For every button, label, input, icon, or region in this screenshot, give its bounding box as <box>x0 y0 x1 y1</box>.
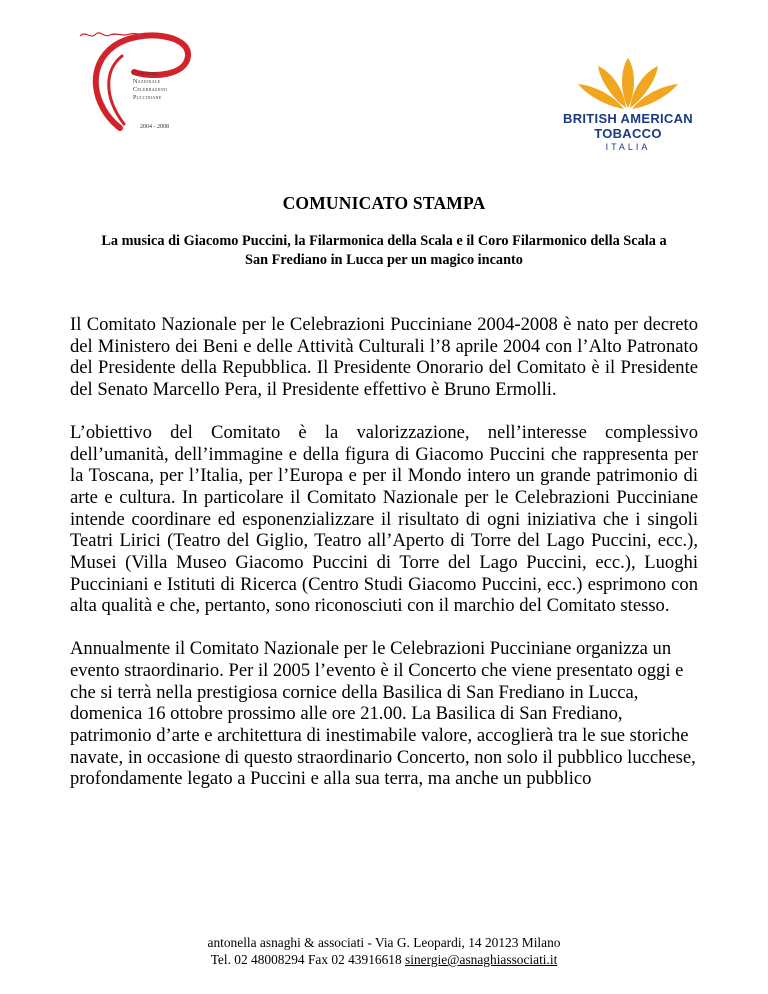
press-release-subtitle: La musica di Giacomo Puccini, la Filarmonica della Scala e il Coro Filarmonico della Scala a San Frediano in Lucca per un magico incanto <box>101 233 667 268</box>
comitato-name: Comitato Nazionale Celebrazioni Pucciniane <box>133 70 168 101</box>
paragraph-3: Annualmente il Comitato Nazionale per le Celebrazioni Pucciniane organizza un evento straordinario. Per il 2005 l’evento è il Concerto che viene presentato oggi e che si terrà nella prestigiosa cornice della Basilica di San Frediano in Lucca, domenica 16 ottobre prossimo alle ore 21.00. La Basilica di San Frediano, patrimonio d’arte e architettura di inestimabile valore, accoglierà tra le sue storiche navate, in occasione di questo straordinario Concerto, non solo il pubblico lucchese, profondamente legato a Puccini e alla sua terra, ma anche un pubblico <box>70 638 696 790</box>
press-release-body <box>70 314 698 790</box>
comitato-years: 2004 - 2008 <box>140 124 169 130</box>
bat-name-line3: ITALIA <box>605 142 651 152</box>
paragraph-1: Il Comitato Nazionale per le Celebrazioni Pucciniane 2004-2008 è nato per decreto del Ministero dei Beni e delle Attività Culturali l’8 aprile 2004 con l’Alto Patronato del Presidente della Repubblica. Il Presidente Onorario del Comitato è il Presidente del Senato Marcello Pera, il Presidente effettivo è Bruno Ermolli. <box>70 314 698 401</box>
bat-name-line1: BRITISH AMERICAN <box>563 111 693 126</box>
press-release-title: COMUNICATO STAMPA <box>282 193 486 213</box>
footer-phone <box>0 951 768 968</box>
footer-email-link[interactable]: sinergie@asnaghiassociati.it <box>405 952 558 967</box>
footer-contact <box>0 934 768 968</box>
footer-phone-text: Tel. 02 48008294 Fax 02 43916618 <box>210 952 406 967</box>
tobacco-leaf-icon <box>548 56 708 112</box>
comitato-logo <box>78 28 208 138</box>
paragraph-2: L’obiettivo del Comitato è la valorizzazione, nell’interesse complessivo dell’umanità, dell’immagine e della figura di Giacomo Puccini che rappresenta per la Toscana, per l’Italia, per l’Europa e per il Mondo intero un grande patrimonio di arte e cultura. In particolare il Comitato Nazionale per le Celebrazioni Pucciniane intende coordinare ed esponenzializzare il risultato di ogni iniziativa che i singoli Teatri Lirici (Teatro del Giglio, Teatro all’Aperto di Torre del Lago Puccini, ecc.), Musei (Villa Museo Giacomo Puccini di Torre del Lago Puccini, ecc.), Luoghi Pucciniani e Istituti di Ricerca (Centro Studi Giacomo Puccini, ecc.) esprimono con alta qualità e che, pertanto, sono riconosciuti con il marchio del Comitato stesso. <box>70 421 698 617</box>
signature-icon <box>78 28 148 42</box>
bat-name-line2: TOBACCO <box>594 126 662 141</box>
footer-address: antonella asnaghi & associati - Via G. Leopardi, 14 20123 Milano <box>207 935 561 950</box>
bat-logo <box>548 56 708 156</box>
